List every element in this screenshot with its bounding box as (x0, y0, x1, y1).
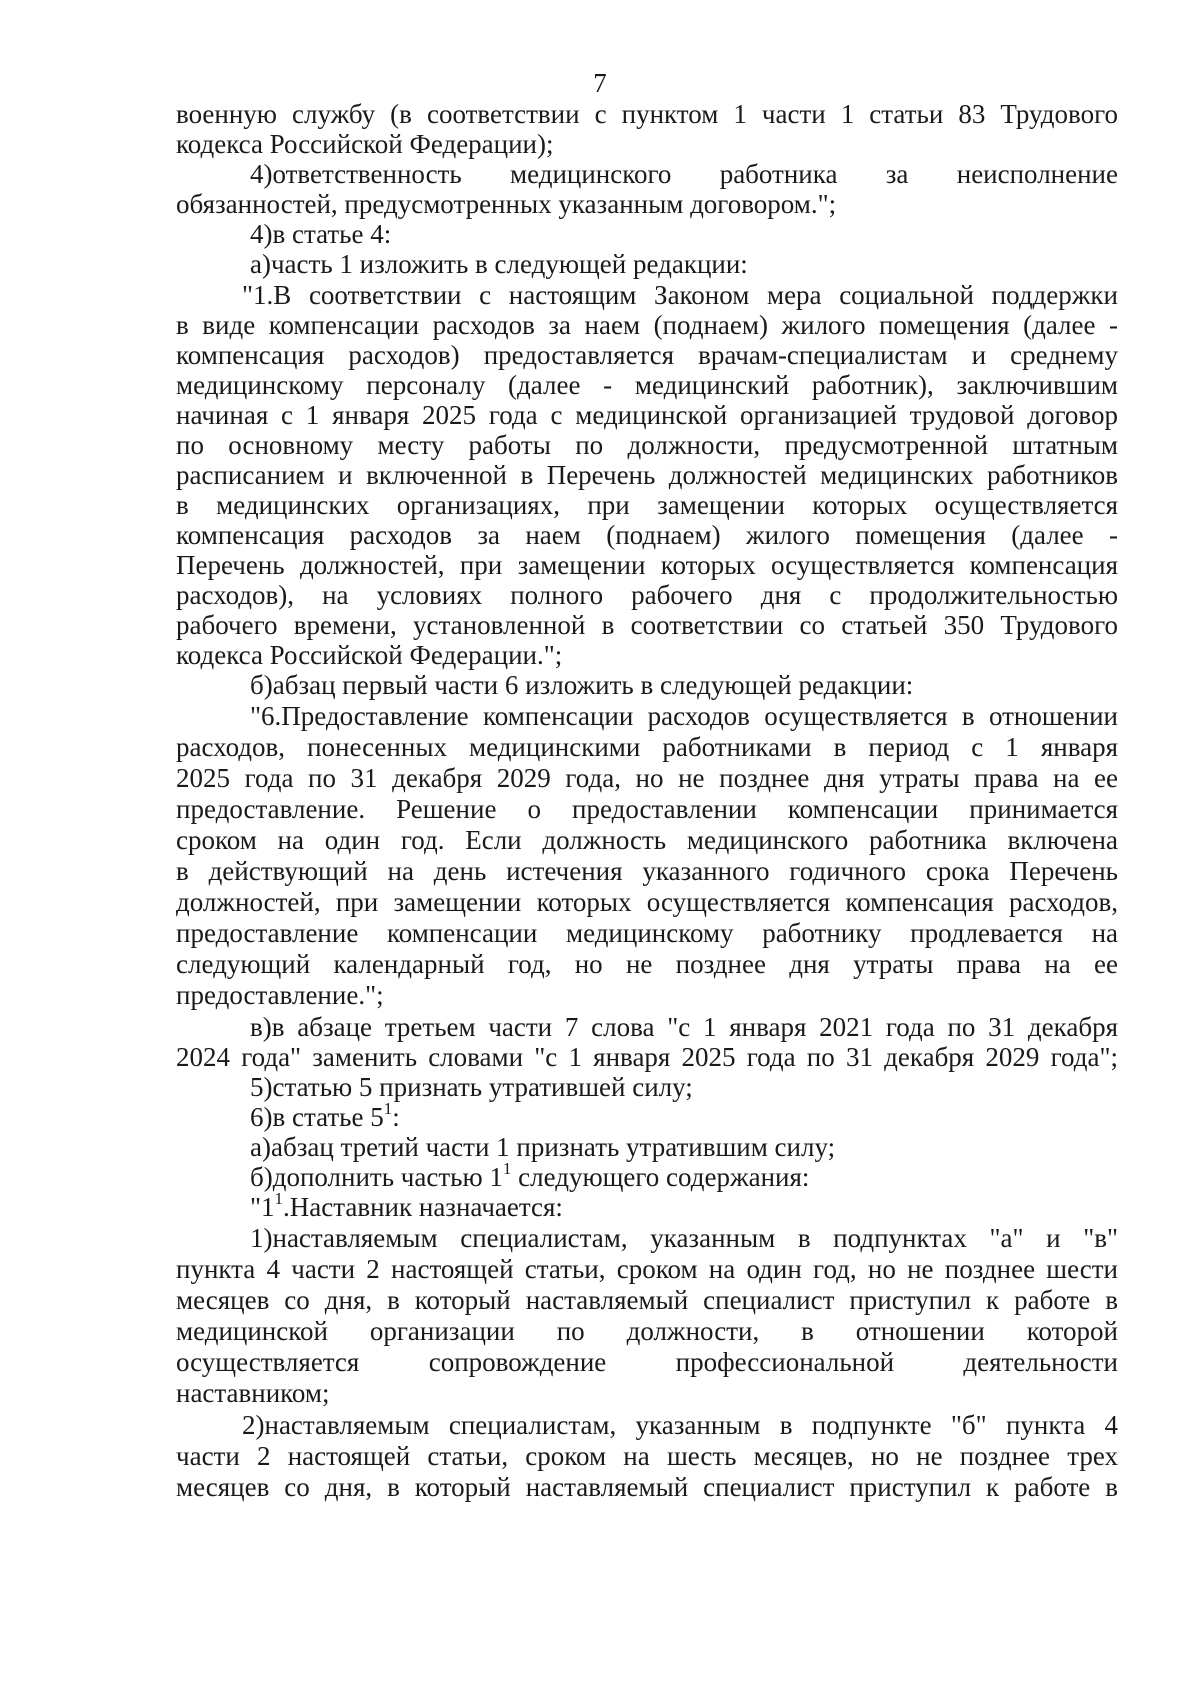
text-line: в действующий на день истечения указанного годичного срока Перечень (176, 856, 1118, 886)
text-line (250, 1191, 1118, 1223)
text-line: месяцев со дня, в который наставляемый специалист приступил к работе в (176, 1472, 1118, 1502)
text-line: расходов, понесенных медицинскими работниками в период с 1 января (176, 732, 1118, 762)
text-line: военную службу (в соответствии с пунктом 1 части 1 статьи 83 Трудового (176, 99, 1118, 129)
text-line: предоставление."; (176, 980, 384, 1010)
text-line: предоставление. Решение о предоставлении компенсации принимается (176, 794, 1118, 824)
text-line: пункта 4 части 2 настоящей статьи, сроком на один год, но не позднее шести (176, 1254, 1118, 1284)
text-line: предоставление компенсации медицинскому работнику продлевается на (176, 918, 1118, 948)
text-line: Перечень должностей, при замещении которых осуществляется компенсация (176, 550, 1118, 580)
text-line: месяцев со дня, в который наставляемый специалист приступил к работе в (176, 1285, 1118, 1315)
text-line: части 2 настоящей статьи, сроком на шесть месяцев, но не позднее трех (176, 1441, 1118, 1471)
text-line: б)абзац первый части 6 изложить в следующей редакции: (250, 670, 914, 700)
text-line: начиная с 1 января 2025 года с медицинской организацией трудовой договор (176, 400, 1118, 430)
text-line: "1.В соответствии с настоящим Законом мера социальной поддержки (242, 280, 1118, 310)
text-line: компенсация расходов за наем (поднаем) жилого помещения (далее - (176, 520, 1118, 550)
text-line: сроком на один год. Если должность медицинского работника включена (176, 825, 1118, 855)
line-text: "1 (250, 1192, 275, 1222)
text-line (250, 1161, 1118, 1193)
text-line: 2)наставляемым специалистам, указанным в подпункте "б" пункта 4 (242, 1410, 1118, 1440)
text-line: в виде компенсации расходов за наем (поднаем) жилого помещения (далее - (176, 310, 1118, 340)
text-line: в медицинских организациях, при замещении которых осуществляется (176, 490, 1118, 520)
text-line: 2025 года по 31 декабря 2029 года, но не позднее дня утраты права на ее (176, 763, 1118, 793)
text-line: следующий календарный год, но не позднее дня утраты права на ее (176, 949, 1118, 979)
text-line: в)в абзаце третьем части 7 слова "с 1 января 2021 года по 31 декабря (250, 1012, 1118, 1042)
text-line: а)часть 1 изложить в следующей редакции: (250, 249, 748, 279)
text-line: расходов), на условиях полного рабочего дня с продолжительностью (176, 580, 1118, 610)
text-line: кодекса Российской Федерации); (176, 129, 554, 159)
page-number: 7 (593, 68, 607, 98)
line-text: б)дополнить частью 1 (250, 1162, 503, 1192)
text-line: медицинской организации по должности, в отношении которой (176, 1316, 1118, 1346)
text-line: должностей, при замещении которых осуществляется компенсация расходов, (176, 887, 1118, 917)
text-line: а)абзац третий части 1 признать утратившим силу; (250, 1132, 836, 1162)
text-line: "6.Предоставление компенсации расходов осуществляется в отношении (250, 701, 1118, 731)
text-line: 4)в статье 4: (250, 219, 392, 249)
text-line: рабочего времени, установленной в соответствии со статьей 350 Трудового (176, 610, 1118, 640)
line-text: .Наставник назначается: (283, 1192, 563, 1222)
text-line: расписанием и включенной в Перечень должностей медицинских работников (176, 460, 1118, 490)
text-line: кодекса Российской Федерации."; (176, 640, 563, 670)
text-line: 5)статью 5 признать утратившей силу; (250, 1072, 693, 1102)
text-line: компенсация расходов) предоставляется врачам-специалистам и среднему (176, 340, 1118, 370)
line-text: следующего содержания: (511, 1162, 810, 1192)
superscript: 1 (383, 1099, 393, 1118)
text-line: 4)ответственность медицинского работника за неисполнение (250, 159, 1118, 189)
superscript: 1 (502, 1159, 512, 1178)
superscript: 1 (274, 1189, 284, 1208)
text-line: 2024 года" заменить словами "с 1 января 2025 года по 31 декабря 2029 года"; (176, 1042, 1118, 1072)
line-text: : (392, 1102, 400, 1132)
text-line: 1)наставляемым специалистам, указанным в подпунктах "а" и "в" (250, 1223, 1118, 1253)
text-line: обязанностей, предусмотренных указанным договором."; (176, 189, 837, 219)
text-line: наставником; (176, 1378, 330, 1408)
text-line: медицинскому персоналу (далее - медицинский работник), заключившим (176, 370, 1118, 400)
text-line: по основному месту работы по должности, предусмотренной штатным (176, 430, 1118, 460)
text-line: осуществляется сопровождение профессиональной деятельности (176, 1347, 1118, 1377)
line-text: 6)в статье 5 (250, 1102, 384, 1132)
text-line (250, 1101, 1118, 1133)
